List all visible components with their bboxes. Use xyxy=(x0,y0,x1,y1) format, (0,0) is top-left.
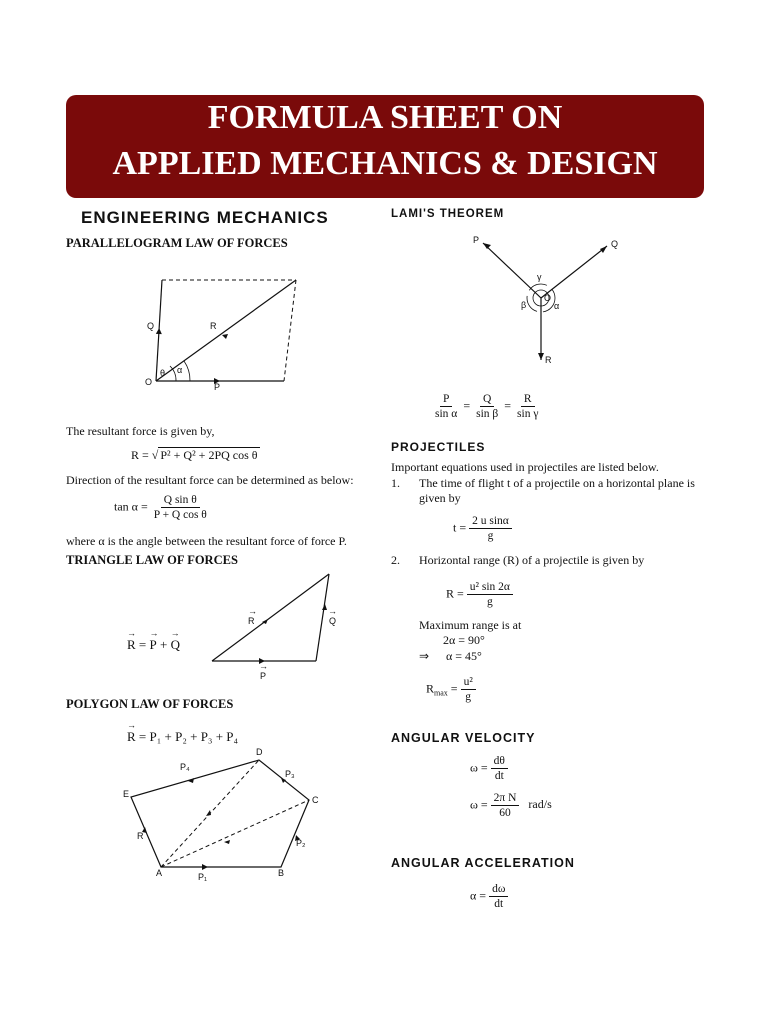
title-line-1: FORMULA SHEET ON xyxy=(207,99,563,136)
tan-alpha-formula: tan α = $\frac{\text{Q sin θ}}{\text{P + Q cos θ}}$ xyxy=(114,494,207,521)
polygon-law-equation: → R = P₁ + P₂ + P₃ + P₄ xyxy=(127,729,238,745)
lami-label-gamma: γ xyxy=(537,272,542,282)
resultant-formula: R = √ P² + Q² + 2PQ cos θ xyxy=(131,448,258,462)
angular-velocity-title: ANGULAR VELOCITY xyxy=(391,731,536,745)
polygon-label-c: C xyxy=(312,795,319,805)
angular-acceleration-title: ANGULAR ACCELERATION xyxy=(391,856,575,870)
triangle-law-title: TRIANGLE LAW OF FORCES xyxy=(66,553,238,567)
label-r: R xyxy=(210,321,217,331)
resultant-text: The resultant force is given by, xyxy=(66,424,215,438)
omega-formula-2: ω = $\frac{\text{2π N}}{60}$ rad/s xyxy=(470,792,552,819)
horizontal-range-formula: R = $\frac{\text{u² sin 2α}}{g}$ xyxy=(446,581,513,608)
implies-arrow: ⇒ xyxy=(419,649,430,663)
label-q: Q xyxy=(147,321,155,331)
polygon-diagram xyxy=(118,743,338,883)
polygon-label-r: R xyxy=(137,831,144,841)
omega-formula-1: ω = $\frac{d\theta}{dt}$ xyxy=(470,755,508,782)
where-text: where α is the angle between the resultant force of force P. xyxy=(66,534,347,548)
polygon-label-p2: P₂ xyxy=(296,838,306,848)
lami-label-r: R xyxy=(545,355,552,365)
label-alpha: α xyxy=(177,365,183,375)
dashed-right xyxy=(284,280,296,381)
polygon-label-p3: P₃ xyxy=(285,769,295,779)
triangle-law-equation: → R = → P + → Q xyxy=(127,637,180,653)
parallelogram-diagram xyxy=(140,265,310,395)
label-o: O xyxy=(145,377,153,387)
lami-label-alpha: α xyxy=(554,301,560,311)
direction-text: Direction of the resultant force can be determined as below: xyxy=(66,473,354,487)
alpha-formula: α = $\frac{d\omega}{dt}$ xyxy=(470,883,508,910)
lami-label-o: O xyxy=(544,293,552,303)
item-1-text: The time of flight t of a projectile on a horizontal plane is given by xyxy=(419,476,695,505)
svg-text:→: → xyxy=(328,606,337,616)
lamis-theorem-title: LAMI'S THEOREM xyxy=(391,208,505,220)
svg-text:→: → xyxy=(259,661,268,671)
polygon-law-title: POLYGON LAW OF FORCES xyxy=(66,697,234,711)
triangle-label-p: P xyxy=(260,671,267,681)
polygon-label-e: E xyxy=(123,789,130,799)
lami-label-q: Q xyxy=(611,239,619,249)
polygon-label-p4: P₄ xyxy=(180,762,190,772)
triangle-label-r: R xyxy=(248,616,255,626)
label-p: P xyxy=(214,382,221,392)
parallelogram-law-title: PARALLELOGRAM LAW OF FORCES xyxy=(66,236,288,250)
title-line-2: APPLIED MECHANICS & DESIGN xyxy=(112,145,658,182)
projectiles-title: PROJECTILES xyxy=(391,440,486,454)
item-2-text: Horizontal range (R) of a projectile is given by xyxy=(419,553,645,567)
polygon-label-b: B xyxy=(278,868,285,878)
polygon-label-a: A xyxy=(156,868,163,878)
time-of-flight-formula: t = $\frac{\text{2 u sinα}}{g}$ xyxy=(453,515,512,542)
item-1-number: 1. xyxy=(391,476,400,490)
polygon-label-d: D xyxy=(256,747,263,757)
max-eq-2: α = 45° xyxy=(446,649,482,663)
lami-diagram xyxy=(465,228,630,373)
max-eq-1: 2α = 90° xyxy=(443,633,485,647)
lami-label-beta: β xyxy=(521,300,527,310)
svg-text:→: → xyxy=(248,606,257,616)
polygon-label-p1: P₁ xyxy=(198,872,208,882)
label-theta: θ xyxy=(160,368,166,378)
projectiles-intro: Important equations used in projectiles are listed below. xyxy=(391,460,659,474)
maximum-range-text: Maximum range is at xyxy=(419,618,522,632)
triangle-diagram xyxy=(205,568,355,683)
rmax-formula: $R_{max}$ = $\frac{\text{u²}}{g}$ xyxy=(426,676,476,703)
triangle-label-q: Q xyxy=(329,616,337,626)
item-2-number: 2. xyxy=(391,553,400,567)
engineering-mechanics-heading: ENGINEERING MECHANICS xyxy=(81,208,329,227)
lami-formula: $\frac{P}{\text{sin α}}$ = $\frac{Q}{\text{sin β}}$ = $\frac{R}{\text{sin γ}}$ xyxy=(435,393,539,420)
lami-label-p: P xyxy=(473,235,480,245)
title-banner xyxy=(66,95,704,198)
